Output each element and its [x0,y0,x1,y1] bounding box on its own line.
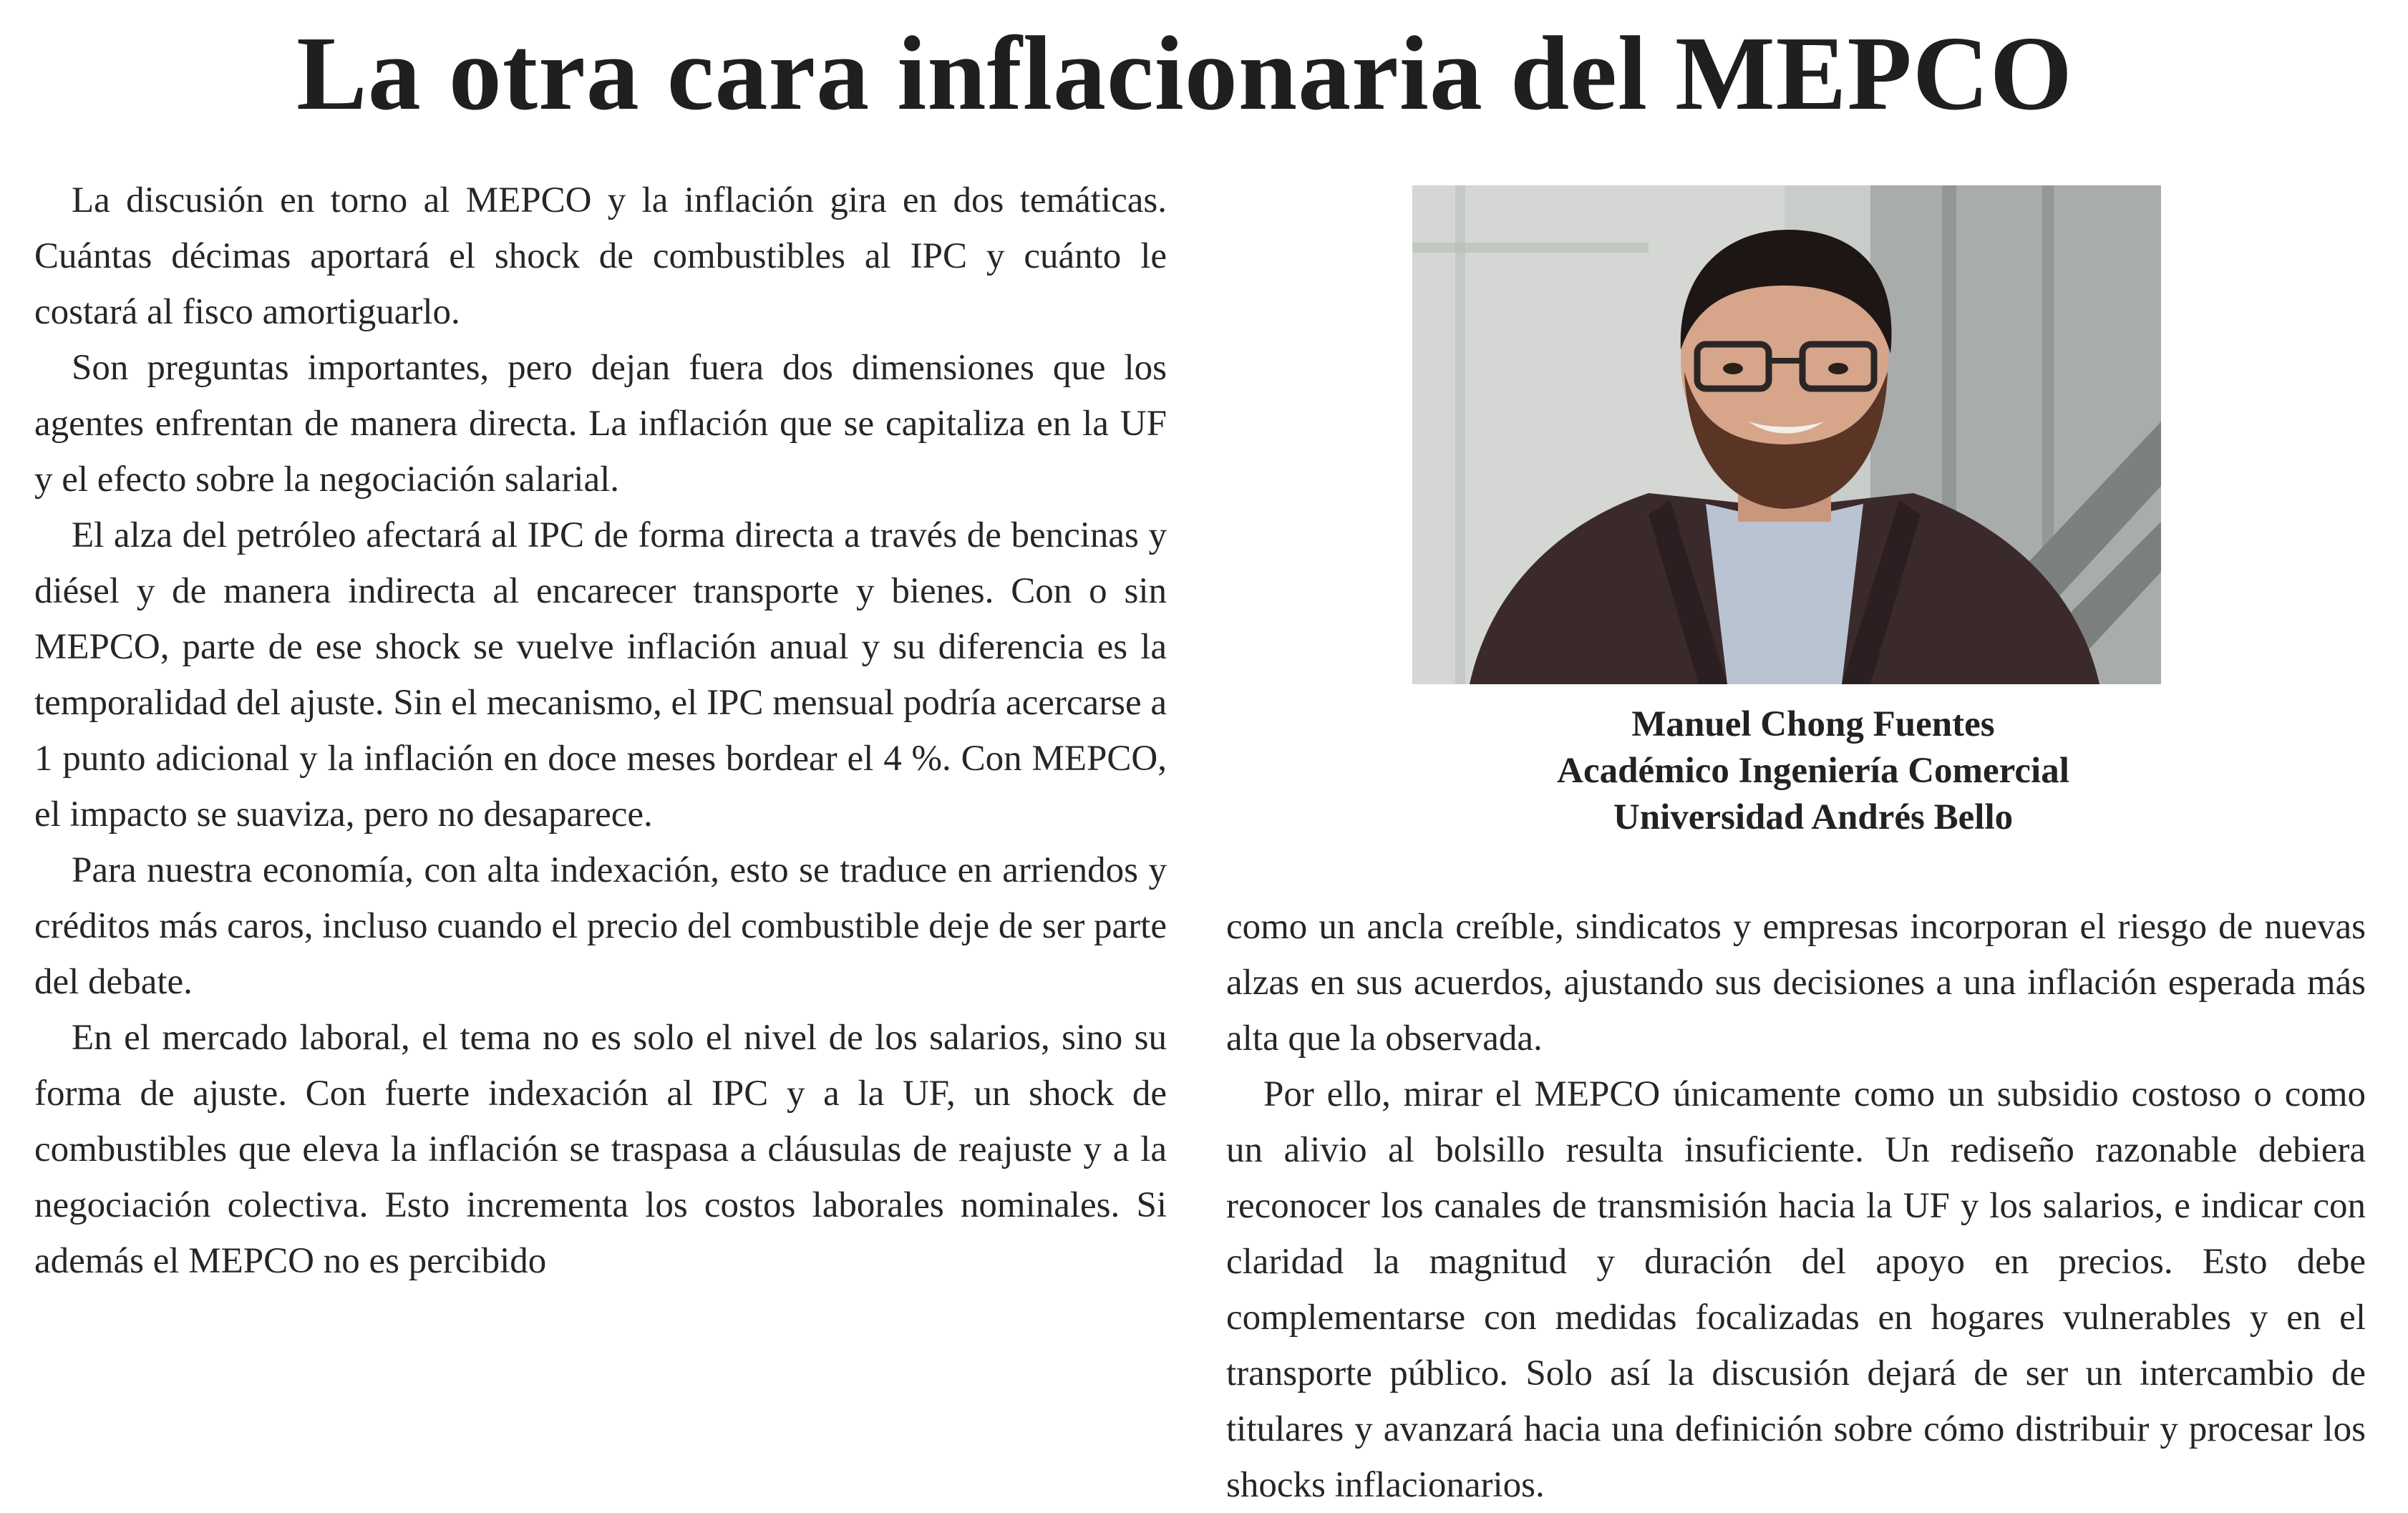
author-institution: Universidad Andrés Bello [1613,797,2014,837]
left-column [34,172,1167,1289]
paragraph: La discusión en torno al MEPCO y la inflación gira en dos temáticas. Cuántas décimas aportará el shock de combustibles al IPC y cuánto le costará al fisco amortiguarlo. [34,180,1167,332]
paragraph: Por ello, mirar el MEPCO únicamente como un subsidio costoso o como un alivio al bolsillo resulta insuficiente. Un rediseño razonable debiera reconocer los canales de transmisión hacia la UF y los salarios, e indicar con claridad la magnitud y duración del apoyo en precios. Esto debe complementarse con medidas focalizadas en hogares vulnerables y en el transporte público. Solo así la discusión dejará de ser un intercambio de titulares y avanzará hacia una definición sobre cómo distribuir y procesar los shocks inflacionarios. [1226,1074,2366,1505]
author-caption [1412,701,2214,841]
paragraph: Para nuestra economía, con alta indexación, esto se traduce en arriendos y créditos más caros, incluso cuando el precio del combustible deje de ser parte del debate. [34,850,1167,1002]
author-name: Manuel Chong Fuentes [1631,704,1995,744]
paragraph: El alza del petróleo afectará al IPC de forma directa a través de bencinas y diésel y de manera indirecta al encarecer transporte y bienes. Con o sin MEPCO, parte de ese shock se vuelve inflación anual y su diferencia es la temporalidad del ajuste. Sin el mecanismo, el IPC mensual podría acercarse a 1 punto adicional y la inflación en doce meses bordear el 4 %. Con MEPCO, el impacto se suaviza, pero no desaparece. [34,515,1167,835]
right-column [1226,899,2366,1513]
paragraph: Son preguntas importantes, pero dejan fuera dos dimensiones que los agentes enfrentan de manera directa. La inflación que se capitaliza en la UF y el efecto sobre la negociación salarial. [34,348,1167,500]
author-photo [1412,185,2161,684]
headline: La otra cara inflacionaria del MEPCO [296,15,2073,132]
paragraph-continued: como un ancla creíble, sindicatos y empresas incorporan el riesgo de nuevas alzas en sus acuerdos, ajustando sus decisiones a una inflación esperada más alta que la observada. [1226,907,2366,1059]
author-role: Académico Ingeniería Comercial [1557,751,2069,791]
paragraph: En el mercado laboral, el tema no es solo el nivel de los salarios, sino su forma de ajuste. Con fuerte indexación al IPC y a la UF, un shock de combustibles que eleva la inflación se traspasa a cláusulas de reajuste y a la negociación colectiva. Esto incrementa los costos laborales nominales. Si además el MEPCO no es percibido [34,1018,1167,1281]
